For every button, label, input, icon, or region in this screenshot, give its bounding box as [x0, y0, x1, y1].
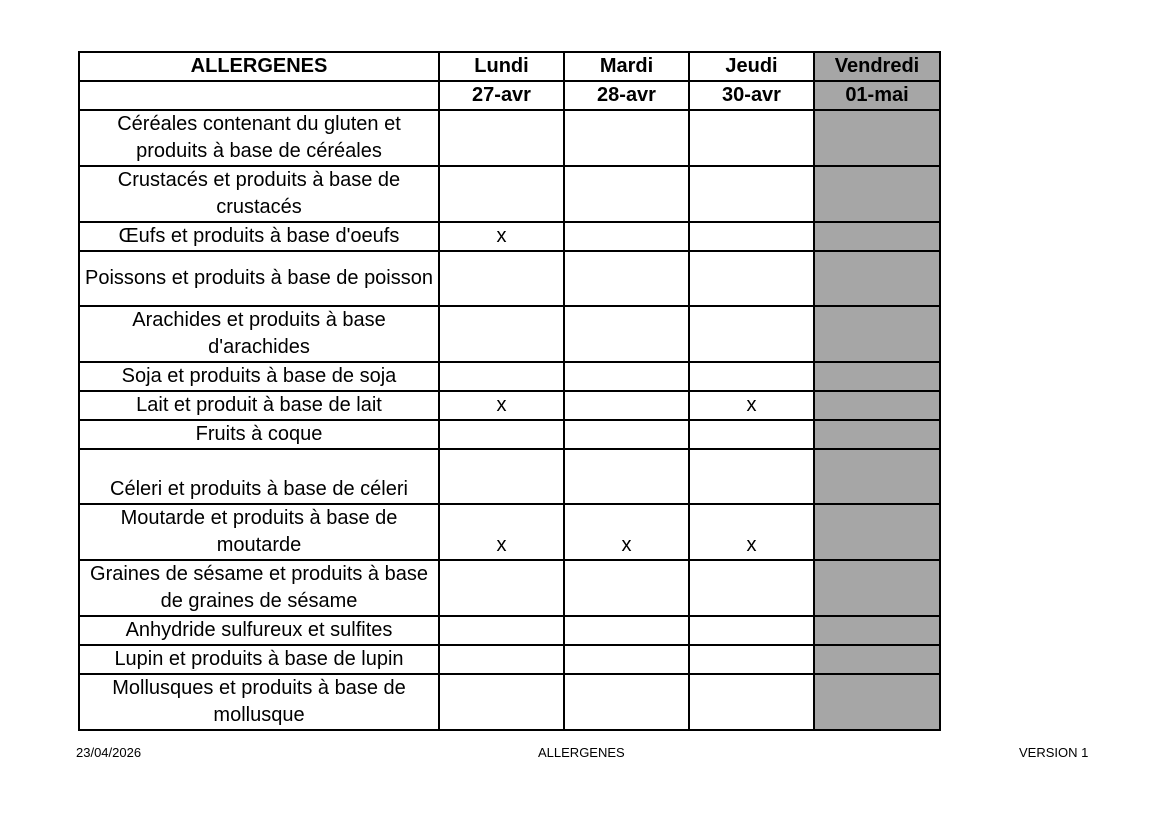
allergen-mark — [439, 674, 564, 730]
allergen-mark — [689, 560, 814, 616]
allergen-mark — [439, 251, 564, 306]
table-row — [79, 449, 940, 504]
header-row-dates — [79, 81, 940, 110]
allergen-mark — [689, 616, 814, 645]
allergen-mark — [689, 420, 814, 449]
allergen-mark — [814, 674, 940, 730]
allergen-name: Lupin et produits à base de lupin — [79, 645, 439, 674]
allergen-name: Lait et produit à base de lait — [79, 391, 439, 420]
day-header-monday: Lundi — [439, 52, 564, 81]
allergen-mark — [689, 645, 814, 674]
allergen-mark — [689, 306, 814, 362]
table-row — [79, 110, 940, 166]
allergen-mark — [814, 645, 940, 674]
table-row — [79, 166, 940, 222]
table-row — [79, 251, 940, 306]
allergen-mark: x — [439, 391, 564, 420]
allergen-mark — [564, 420, 689, 449]
table-row — [79, 645, 940, 674]
table-row — [79, 504, 940, 560]
allergen-name: Crustacés et produits à base de crustacés — [79, 166, 439, 222]
table-row — [79, 222, 940, 251]
allergen-mark — [814, 560, 940, 616]
table-row — [79, 674, 940, 730]
allergen-mark — [814, 251, 940, 306]
allergen-mark — [564, 391, 689, 420]
allergen-mark — [564, 362, 689, 391]
footer-date: 23/04/2026 — [76, 745, 142, 760]
allergen-column-header: ALLERGENES — [79, 52, 439, 81]
allergen-mark — [439, 166, 564, 222]
allergen-mark — [564, 616, 689, 645]
table-row — [79, 306, 940, 362]
table-row — [79, 420, 940, 449]
allergen-name: Fruits à coque — [79, 420, 439, 449]
allergen-mark — [814, 420, 940, 449]
allergen-mark — [689, 110, 814, 166]
allergen-mark: x — [689, 391, 814, 420]
allergen-name: Mollusques et produits à base de mollusque — [79, 674, 439, 730]
allergen-mark — [814, 449, 940, 504]
allergen-mark — [564, 110, 689, 166]
allergen-mark — [564, 645, 689, 674]
footer-version: VERSION 1 — [1019, 745, 1089, 760]
allergen-name: Arachides et produits à base d'arachides — [79, 306, 439, 362]
table-row — [79, 560, 940, 616]
allergen-mark: x — [689, 504, 814, 560]
allergen-name: Anhydride sulfureux et sulfites — [79, 616, 439, 645]
allergen-mark — [439, 449, 564, 504]
header-row-days — [79, 52, 940, 81]
allergen-mark — [439, 362, 564, 391]
allergen-mark — [814, 391, 940, 420]
allergen-mark — [439, 645, 564, 674]
allergen-table — [78, 51, 941, 731]
allergen-mark — [814, 362, 940, 391]
date-header-friday: 01-mai — [814, 81, 940, 110]
allergen-mark — [689, 222, 814, 251]
allergen-mark — [814, 110, 940, 166]
allergen-mark — [814, 616, 940, 645]
allergen-mark: x — [564, 504, 689, 560]
allergen-mark — [564, 166, 689, 222]
table-row — [79, 616, 940, 645]
allergen-mark — [564, 674, 689, 730]
date-header-thursday: 30-avr — [689, 81, 814, 110]
footer-title: ALLERGENES — [538, 745, 625, 760]
allergen-mark — [564, 306, 689, 362]
allergen-mark — [439, 616, 564, 645]
allergen-mark — [814, 166, 940, 222]
allergen-mark — [814, 222, 940, 251]
allergen-mark — [439, 110, 564, 166]
allergen-mark — [439, 306, 564, 362]
allergen-mark — [439, 420, 564, 449]
date-header-monday: 27-avr — [439, 81, 564, 110]
allergen-mark — [689, 674, 814, 730]
allergen-name: Graines de sésame et produits à base de graines de sésame — [79, 560, 439, 616]
allergen-mark — [689, 449, 814, 504]
allergen-mark — [689, 166, 814, 222]
allergen-mark — [689, 251, 814, 306]
allergen-name: Poissons et produits à base de poisson — [79, 251, 439, 306]
empty-header-cell — [79, 81, 439, 110]
allergen-mark — [814, 306, 940, 362]
day-header-thursday: Jeudi — [689, 52, 814, 81]
day-header-tuesday: Mardi — [564, 52, 689, 81]
allergen-mark: x — [439, 504, 564, 560]
allergen-name: Œufs et produits à base d'oeufs — [79, 222, 439, 251]
date-header-tuesday: 28-avr — [564, 81, 689, 110]
allergen-name: Moutarde et produits à base de moutarde — [79, 504, 439, 560]
allergen-mark — [564, 560, 689, 616]
allergen-name: Soja et produits à base de soja — [79, 362, 439, 391]
allergen-mark — [564, 251, 689, 306]
allergen-mark: x — [439, 222, 564, 251]
allergen-mark — [689, 362, 814, 391]
table-row — [79, 391, 940, 420]
allergen-name: Céréales contenant du gluten et produits à base de céréales — [79, 110, 439, 166]
allergen-mark — [564, 449, 689, 504]
day-header-friday: Vendredi — [814, 52, 940, 81]
table-row — [79, 362, 940, 391]
allergen-mark — [439, 560, 564, 616]
allergen-mark — [814, 504, 940, 560]
allergen-mark — [564, 222, 689, 251]
allergen-name: Céleri et produits à base de céleri — [79, 449, 439, 504]
